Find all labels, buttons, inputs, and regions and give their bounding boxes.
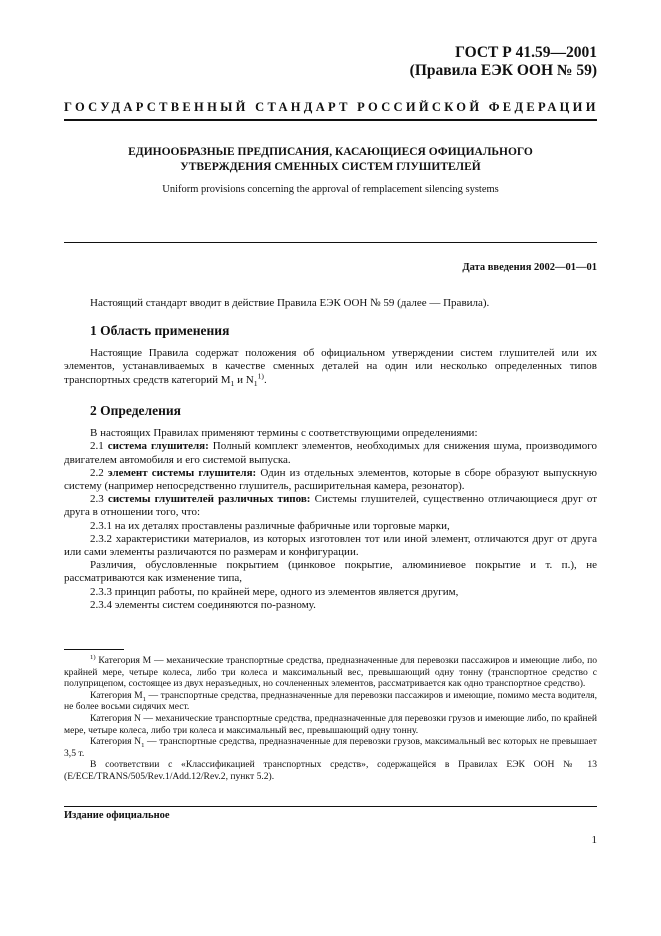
section-1	[64, 324, 597, 387]
definition-2-3-1: 2.3.1 на их деталях проставлены различные фабричные или торговые марки,	[90, 519, 450, 532]
rule-reference: (Правила ЕЭК ООН № 59)	[409, 62, 597, 79]
definition-2-1: 2.1 система глушителя: Полный комплект элементов, необходимых для снижения шума, производимого двигателем автомобиля и его системой выпуска.	[64, 440, 597, 466]
definition-2-2: 2.2 элемент системы глушителя: Один из отдельных элементов, которые в сборе образуют выпускную систему (например непосредственно глушитель, расширительная камера, резонатор).	[64, 466, 598, 493]
effective-date: Дата введения 2002—01—01	[462, 262, 597, 273]
main-title-line2: УТВЕРЖДЕНИЯ СМЕННЫХ СИСТЕМ ГЛУШИТЕЛЕЙ	[180, 161, 481, 173]
footnote-p3: Категория N — механические транспортные средства, предназначенные для перевозки грузов и имеющие либо, по крайней мере, четыре колеса, либо три колеса и максимальный вес, превышающий одну тонну.	[64, 712, 597, 736]
definition-2-3-4: 2.3.4 элементы систем соединяются по-разному.	[90, 598, 316, 611]
edition-divider	[64, 806, 597, 807]
footnote-p1: $^{1)}$ Категория М — механические транспортные средства, предназначенные для перевозки пассажиров и имеющие либо, по крайней мере, четыре колеса, либо три колеса и максимальный вес, превышающий одну тонну (транспортное средство с полуприцепом, состоящее из двух неразъедных, но сочлененных элементов, рассматривается как одно транспортное средство).	[64, 653, 597, 690]
main-title	[64, 145, 597, 175]
section-1-heading: 1 Область применения	[90, 323, 230, 338]
header-bottom-divider	[64, 242, 597, 243]
gost-number: ГОСТ Р 41.59—2001	[455, 44, 597, 61]
page-number: 1	[591, 834, 597, 846]
footnote	[64, 655, 597, 783]
definition-note: Различия, обусловленные покрытием (цинковое покрытие, алюминиевое покрытие и т. п.), не рассматриваются как изменение типа,	[64, 559, 597, 585]
footnote-p4: Категория $N_1$ — транспортные средства, предназначенные для перевозки грузов, максимальный вес которых не превышает 3,5 т.	[64, 736, 597, 759]
footnote-p2: Категория $М_1$ — транспортные средства, предназначенные для перевозки пассажиров и имеющие, помимо места водителя, не более восьми сидячих мест.	[64, 689, 597, 713]
english-subtitle: Uniform provisions concerning the approval of remplacement silencing systems	[162, 184, 499, 195]
section-2	[64, 404, 597, 612]
document-header	[410, 44, 597, 80]
footnote-p5: В соответствии с «Классификацией транспортных средств», содержащейся в Правилах ЕЭК ООН № 13 (E/ECE/TRANS/505/Rev.1/Add.12/Rev.2, пункт 5.2).	[64, 759, 597, 782]
standard-title: ГОСУДАРСТВЕННЫЙ СТАНДАРТ РОССИЙСКОЙ ФЕДЕРАЦИИ	[64, 100, 599, 114]
footnote-separator	[64, 649, 124, 650]
edition-label: Издание официальное	[64, 810, 170, 821]
definition-2-3: 2.3 системы глушителей различных типов: Системы глушителей, существенно отличающиеся друг от друга в отношении того, что:	[64, 493, 598, 519]
section-2-heading: 2 Определения	[90, 403, 181, 418]
main-title-line1: ЕДИНООБРАЗНЫЕ ПРЕДПИСАНИЯ, КАСАЮЩИЕСЯ ОФИЦИАЛЬНОГО	[128, 146, 533, 158]
intro-paragraph: Настоящий стандарт вводит в действие Правила ЕЭК ООН № 59 (далее — Правила).	[90, 297, 490, 309]
section-2-lead: В настоящих Правилах применяют термины с соответствующими определениями:	[90, 427, 478, 440]
definition-2-3-2: 2.3.2 характеристики материалов, из которых изготовлен тот или иной элемент, отличаются друг от друга или сами элементы различаются по размерам и конфигурации.	[64, 532, 597, 559]
title-divider	[64, 119, 597, 121]
definition-2-3-3: 2.3.3 принцип работы, по крайней мере, одного из элементов является другим,	[90, 585, 459, 598]
section-1-text: Настоящие Правила содержат положения об официальном утверждении систем глушителей или их элементов, устанавливаемых в качестве сменных деталей на один или несколько определенных типов транспортных средств категорий $М_1$ и $N_1^{1)}$.	[64, 347, 597, 388]
